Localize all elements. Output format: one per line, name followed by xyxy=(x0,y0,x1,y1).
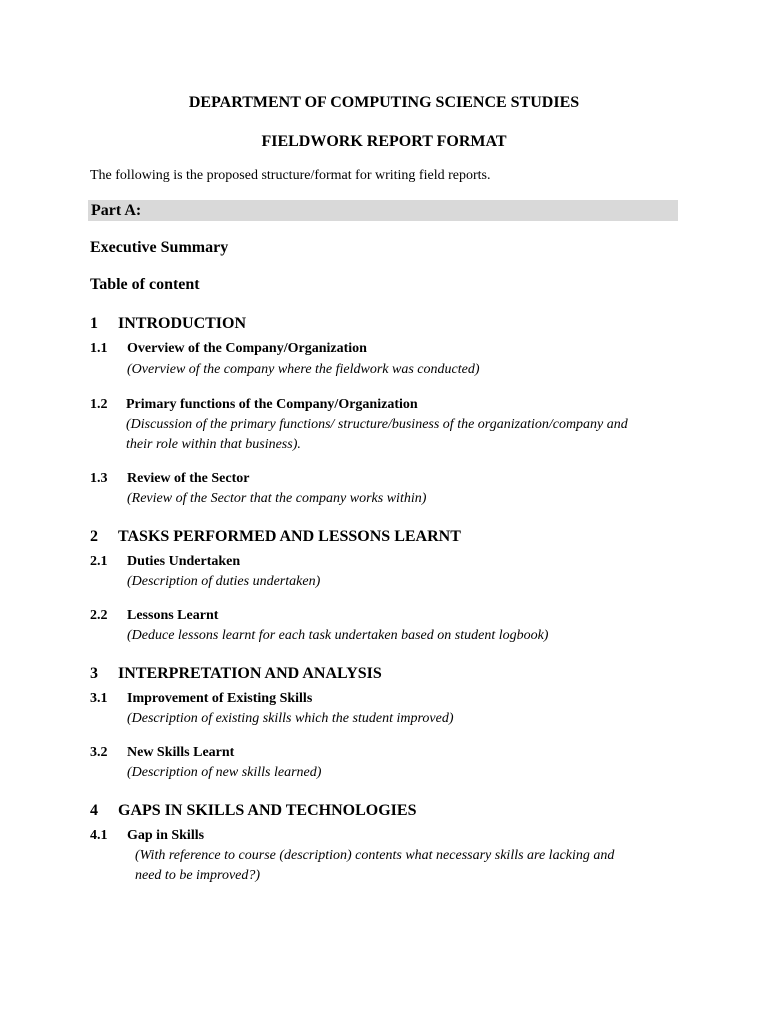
subsection-3-2-title: New Skills Learnt xyxy=(127,745,235,760)
subsection-4-1-number: 4.1 xyxy=(90,828,108,843)
executive-summary-heading: Executive Summary xyxy=(90,239,229,256)
subsection-4-1-description-line-2: need to be improved?) xyxy=(135,868,261,883)
subsection-1-2-title: Primary functions of the Company/Organization xyxy=(126,397,418,412)
subsection-3-1-title: Improvement of Existing Skills xyxy=(127,691,313,706)
section-3-number: 3 xyxy=(90,665,98,682)
subsection-3-2-number: 3.2 xyxy=(90,745,108,760)
subsection-2-1-number: 2.1 xyxy=(90,554,108,569)
part-a-label: Part A: xyxy=(91,202,142,219)
subsection-1-1-description: (Overview of the company where the fieldwork was conducted) xyxy=(127,362,480,377)
subsection-1-3-number: 1.3 xyxy=(90,471,108,486)
part-a-band xyxy=(88,200,678,221)
subsection-2-1-description: (Description of duties undertaken) xyxy=(127,574,321,589)
subsection-3-1-description: (Description of existing skills which the student improved) xyxy=(127,711,454,726)
section-3-title: INTERPRETATION AND ANALYSIS xyxy=(118,665,382,682)
subsection-2-2-number: 2.2 xyxy=(90,608,108,623)
subsection-1-2-description-line-1: (Discussion of the primary functions/ structure/business of the organization/company and xyxy=(126,417,628,432)
section-4-number: 4 xyxy=(90,802,98,819)
subsection-4-1-description-line-1: (With reference to course (description) contents what necessary skills are lacking and xyxy=(135,848,615,863)
subsection-3-1-number: 3.1 xyxy=(90,691,108,706)
section-1-number: 1 xyxy=(90,315,98,332)
subsection-1-2-description-line-2: their role within that business). xyxy=(126,437,301,452)
section-2-number: 2 xyxy=(90,528,98,545)
section-2-title: TASKS PERFORMED AND LESSONS LEARNT xyxy=(118,528,461,545)
subsection-1-3-description: (Review of the Sector that the company works within) xyxy=(127,491,427,506)
subsection-4-1-title: Gap in Skills xyxy=(127,828,205,843)
report-title: FIELDWORK REPORT FORMAT xyxy=(261,133,507,150)
section-1-title: INTRODUCTION xyxy=(118,315,247,332)
subsection-2-2-title: Lessons Learnt xyxy=(127,608,219,623)
intro-text: The following is the proposed structure/format for writing field reports. xyxy=(90,168,491,183)
subsection-1-1-title: Overview of the Company/Organization xyxy=(127,341,367,356)
subsection-1-3-title: Review of the Sector xyxy=(127,471,250,486)
subsection-2-2-description: (Deduce lessons learnt for each task undertaken based on student logbook) xyxy=(127,628,549,643)
subsection-2-1-title: Duties Undertaken xyxy=(127,554,241,569)
subsection-1-1-number: 1.1 xyxy=(90,341,108,356)
department-title: DEPARTMENT OF COMPUTING SCIENCE STUDIES xyxy=(188,94,580,111)
table-of-content-heading: Table of content xyxy=(90,276,200,293)
subsection-3-2-description: (Description of new skills learned) xyxy=(127,765,322,780)
subsection-1-2-number: 1.2 xyxy=(90,397,108,412)
section-4-title: GAPS IN SKILLS AND TECHNOLOGIES xyxy=(118,802,417,819)
